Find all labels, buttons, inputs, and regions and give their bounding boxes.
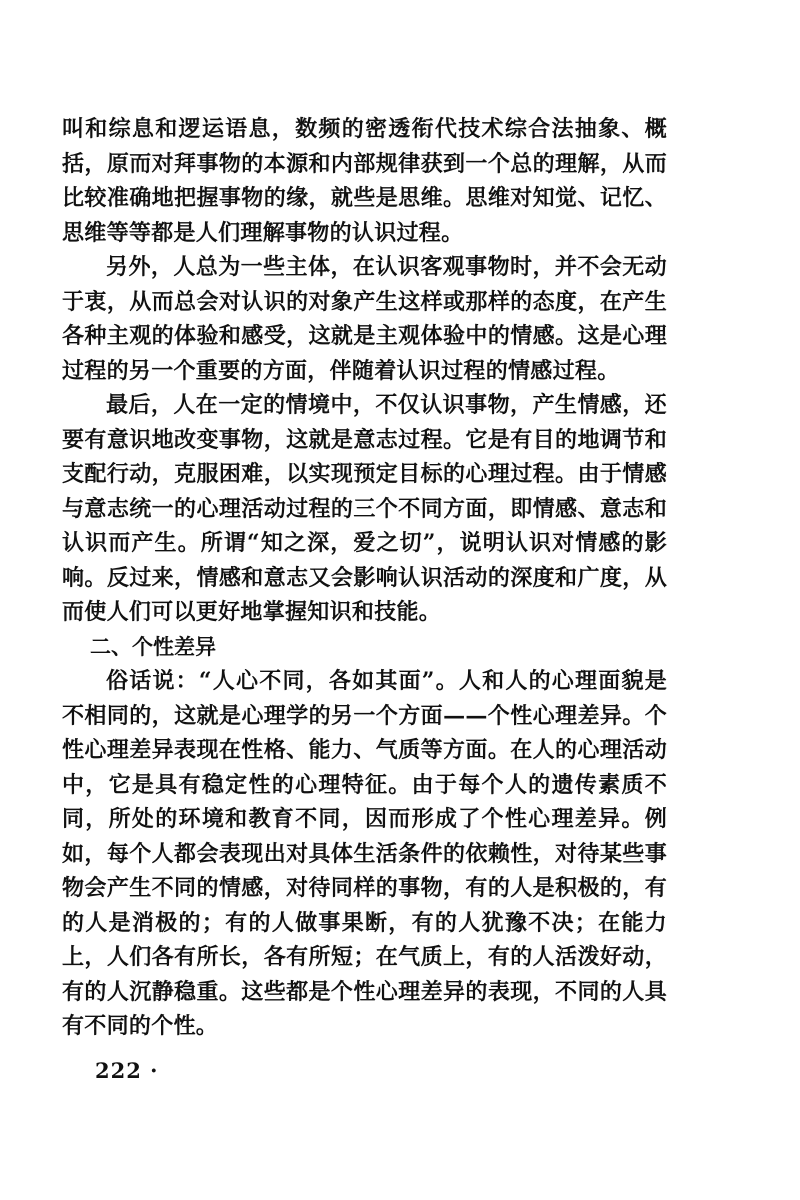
section-heading: 二、个性差异 <box>90 633 216 659</box>
paragraph-1: 叫和综息和逻运语息，数频的密透衔代技术综合法抽象、概括，原而对拜事物的本源和内部规律获到一个总的理解，从而比较准确地把握事物的缘，就些是思维。思维对知觉、记忆、思维等等都是人们理解事物的认识过程。 <box>62 116 667 246</box>
paragraph-4: 俗话说：“人心不同，各如其面”。人和人的心理面貌是不相同的，这就是心理学的另一个方面——个性心理差异。个性心理差异表现在性格、能力、气质等方面。在人的心理活动中，它是具有稳定性的心理特征。由于每个人的遗传素质不同，所处的环境和教育不同，因而形成了个性心理差异。例如，每个人都会表现出对具体生活条件的依赖性，对待某些事物会产生不同的情感，对待同样的事物，有的人是积极的，有的人是消极的；有的人做事果断，有的人犹豫不决；在能力上，人们各有所长，各有所短；在气质上，有的人活泼好动，有的人沉静稳重。这些都是个性心理差异的表现，不同的人具有不同的个性。 <box>62 668 667 1039</box>
page-body <box>62 112 667 1044</box>
page-number: 222 · <box>95 1058 159 1083</box>
paragraph-2: 另外，人总为一些主体，在认识客观事物时，并不会无动于衷，从而总会对认识的对象产生这样或那样的态度，在产生各种主观的体验和感受，这就是主观体验中的情感。这是心理过程的另一个重要的方面，伴随着认识过程的情感过程。 <box>62 254 667 384</box>
paragraph-3: 最后，人在一定的情境中，不仅认识事物，产生情感，还要有意识地改变事物，这就是意志过程。它是有目的地调节和支配行动，克服困难，以实现预定目标的心理过程。由于情感与意志统一的心理活动过程的三个不同方面，即情感、意志和认识而产生。所谓“知之深，爱之切”，说明认识对情感的影响。反过来，情感和意志又会影响认识活动的深度和广度，从而使人们可以更好地掌握知识和技能。 <box>62 392 667 625</box>
